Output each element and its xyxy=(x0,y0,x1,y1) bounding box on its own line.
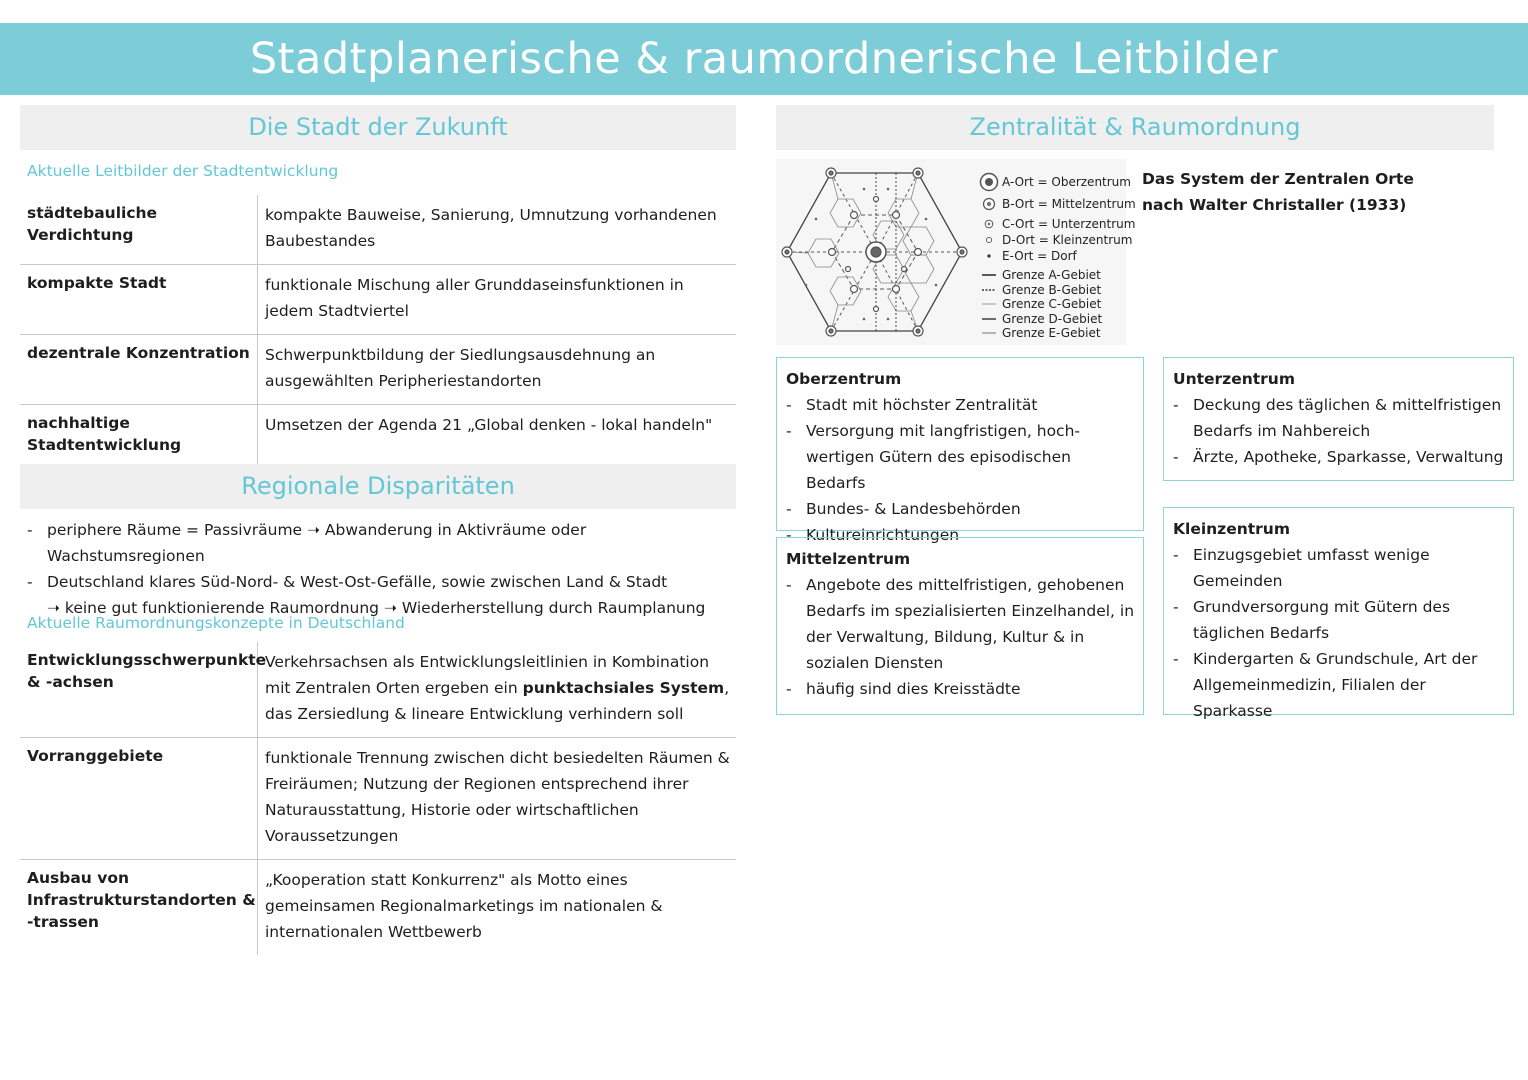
table-row xyxy=(20,195,736,265)
list-item-text: Deckung des täglichen & mittelfristigen Bedarfs im Nahbereich xyxy=(1193,396,1502,440)
arrow-line: ➝ keine gut funktionierende Raumordnung ➝ Wiederherstellung durch Raumplanung xyxy=(47,599,706,617)
list-item: - Einzugsgebiet umfasst wenige Gemeinden xyxy=(1173,546,1430,590)
table-value: Umsetzen der Agenda 21 „Global denken - lokal handeln" xyxy=(265,416,713,434)
legend-row xyxy=(976,215,1136,232)
table-value xyxy=(258,642,736,737)
list-item-text: Grundversorgung mit Gütern des täglichen Bedarfs xyxy=(1193,598,1451,642)
box-unterzentrum xyxy=(1163,357,1514,481)
legend-label: E-Ort = Dorf xyxy=(1002,249,1077,263)
box-title: Mittelzentrum xyxy=(786,550,911,568)
list-item: - Kindergarten & Grundschule, Art der Allgemeinmedizin, Filialen der Sparkasse xyxy=(1173,650,1478,720)
list-item-text: Kindergarten & Grundschule, Art der Allgemeinmedizin, Filialen der Sparkasse xyxy=(1193,650,1478,720)
box-title: Unterzentrum xyxy=(1173,370,1295,388)
legend-row xyxy=(976,172,1136,191)
legend-row xyxy=(976,232,1136,248)
legend-label: Grenze A-Gebiet xyxy=(1002,268,1101,283)
list-item: - Stadt mit höchster Zentralität xyxy=(786,396,1038,414)
list-item-text: Bundes- & Landesbehörden xyxy=(806,500,1021,518)
list-item: - Versorgung mit langfristigen, hoch-wertigen Gütern des episodischen Bedarfs xyxy=(786,422,1080,492)
line-a-icon xyxy=(982,273,996,277)
legend-label: Grenze E-Gebiet xyxy=(1002,326,1101,341)
value-bold: punktachsiales System xyxy=(522,679,725,697)
legend-label: Grenze D-Gebiet xyxy=(1002,311,1103,326)
subheading-raumordnung: Aktuelle Raumordnungskonzepte in Deutschland xyxy=(27,614,405,632)
diagram-legend xyxy=(976,172,1136,341)
legend-row xyxy=(976,297,1136,312)
list-item: - Deutschland klares Süd-Nord- & West-Ost-Gefälle, sowie zwischen Land & Stadt xyxy=(27,573,668,591)
legend-row xyxy=(976,312,1136,327)
value-text: , das Zersiedlung & lineare Entwicklung verhindern soll xyxy=(265,679,730,723)
table-row xyxy=(20,335,736,405)
list-item: - periphere Räume = Passivräume ➝ Abwanderung in Aktivräume oder Wachstumsregionen xyxy=(27,521,587,565)
legend-label: A-Ort = Oberzentrum xyxy=(1002,174,1131,189)
list-item-text: periphere Räume = Passivräume ➝ Abwanderung in Aktivräume oder Wachstumsregionen xyxy=(47,521,587,565)
legend-row xyxy=(976,283,1136,298)
a-ort-icon xyxy=(979,172,999,192)
section-heading-disparitaeten: Regionale Disparitäten xyxy=(20,464,736,509)
box-kleinzentrum xyxy=(1163,507,1514,720)
list-item-text: Angebote des mittelfristigen, gehobenen Bedarfs im spezialisierten Einzelhandel, in der Verwaltung, Bildung, Kultur & in sozialen Diensten xyxy=(806,576,1135,672)
list-item: - Grundversorgung mit Gütern des täglichen Bedarfs xyxy=(1173,598,1451,642)
table-value: kompakte Bauweise, Sanierung, Umnutzung vorhandenen Baubestandes xyxy=(265,206,717,250)
disparitaeten-list xyxy=(27,517,727,621)
christaller-caption xyxy=(1142,166,1414,218)
box-title: Kleinzentrum xyxy=(1173,520,1290,538)
d-ort-icon xyxy=(985,236,993,244)
legend-label: Grenze C-Gebiet xyxy=(1002,297,1102,312)
subheading-leitbilder: Aktuelle Leitbilder der Stadtentwicklung xyxy=(27,162,339,180)
table-value: „Kooperation statt Konkurrenz" als Motto eines gemeinsamen Regionalmarketings im nationalen & internationalen Wettbewerb xyxy=(265,871,663,941)
e-ort-icon xyxy=(986,253,992,259)
table-row xyxy=(20,738,736,860)
list-item-text: Deutschland klares Süd-Nord- & West-Ost-Gefälle, sowie zwischen Land & Stadt xyxy=(47,573,668,591)
list-item: - Ärzte, Apotheke, Sparkasse, Verwaltung xyxy=(1173,448,1504,466)
table-key: kompakte Stadt xyxy=(20,265,258,334)
table-value: funktionale Mischung aller Grunddaseinsfunktionen in jedem Stadtviertel xyxy=(265,276,684,320)
section-heading-zentralitaet: Zentralität & Raumordnung xyxy=(776,105,1494,150)
table-row xyxy=(20,265,736,335)
caption-line: nach Walter Christaller (1933) xyxy=(1142,196,1407,214)
value-text: Verkehrsachsen als Entwicklungsleitlinien in Kombination mit Zentralen Orten ergeben ein xyxy=(265,653,710,697)
box-mittelzentrum xyxy=(776,537,1144,715)
list-item-text: Einzugsgebiet umfasst wenige Gemeinden xyxy=(1193,546,1430,590)
list-item-text: Ärzte, Apotheke, Sparkasse, Verwaltung xyxy=(1193,448,1504,466)
page-title: Stadtplanerische & raumordnerische Leitbilder xyxy=(0,23,1528,95)
table-row xyxy=(20,642,736,738)
table-key: nachhaltige Stadtentwicklung xyxy=(20,405,258,466)
c-ort-icon xyxy=(984,219,994,229)
list-item: - Kultureinrichtungen xyxy=(786,526,960,544)
box-oberzentrum xyxy=(776,357,1144,544)
box-title: Oberzentrum xyxy=(786,370,902,388)
line-b-icon xyxy=(982,288,996,292)
section-heading-stadt: Die Stadt der Zukunft xyxy=(20,105,736,150)
table-value: funktionale Trennung zwischen dicht besiedelten Räumen & Freiräumen; Nutzung der Regionen entsprechend ihrer Naturausstattung, Historie oder wirtschaftlichen Voraussetzungen xyxy=(265,749,730,845)
table-key: Entwicklungsschwerpunkte & -achsen xyxy=(20,642,258,737)
line-c-icon xyxy=(982,302,996,306)
table-key: Ausbau von Infrastrukturstandorten & -trassen xyxy=(20,860,258,955)
table-value: Schwerpunktbildung der Siedlungsausdehnung an ausgewählten Peripheriestandorten xyxy=(265,346,656,390)
list-item-text: Stadt mit höchster Zentralität xyxy=(806,396,1038,414)
legend-label: D-Ort = Kleinzentrum xyxy=(1002,233,1133,247)
table-key: dezentrale Konzentration xyxy=(20,335,258,404)
legend-row xyxy=(976,248,1136,264)
list-item: - Bundes- & Landesbehörden xyxy=(786,500,1021,518)
table-row xyxy=(20,860,736,955)
line-e-icon xyxy=(982,331,996,335)
leitbilder-table xyxy=(20,195,736,466)
legend-label: B-Ort = Mittelzentrum xyxy=(1002,197,1136,211)
b-ort-icon xyxy=(982,197,996,211)
legend-row xyxy=(976,268,1136,283)
legend-label: Grenze B-Gebiet xyxy=(1002,282,1102,297)
list-item-text: Kultureinrichtungen xyxy=(806,526,960,544)
raumordnung-table xyxy=(20,642,736,955)
list-item-text: häufig sind dies Kreisstädte xyxy=(806,680,1021,698)
legend-row xyxy=(976,326,1136,341)
list-item: - Deckung des täglichen & mittelfristigen Bedarfs im Nahbereich xyxy=(1173,396,1502,440)
table-row xyxy=(20,405,736,466)
list-item-text: Versorgung mit langfristigen, hoch-wertigen Gütern des episodischen Bedarfs xyxy=(806,422,1080,492)
list-item: - Angebote des mittelfristigen, gehobenen Bedarfs im spezialisierten Einzelhandel, in der Verwaltung, Bildung, Kultur & in sozialen Diensten xyxy=(786,576,1135,672)
list-item: - häufig sind dies Kreisstädte xyxy=(786,680,1021,698)
table-key: Vorranggebiete xyxy=(20,738,258,859)
legend-label: C-Ort = Unterzentrum xyxy=(1002,216,1136,231)
legend-row xyxy=(976,193,1136,215)
caption-line: Das System der Zentralen Orte xyxy=(1142,170,1414,188)
table-key: städtebauliche Verdichtung xyxy=(20,195,258,264)
line-d-icon xyxy=(982,317,996,321)
